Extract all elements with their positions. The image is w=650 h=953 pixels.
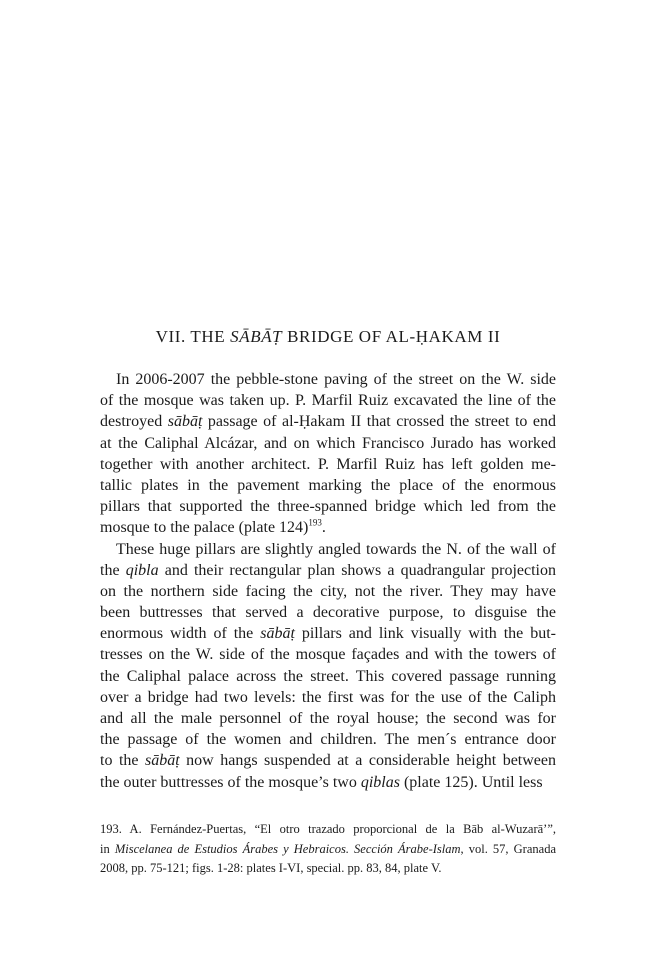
- text-line: [100, 602, 556, 623]
- text-run: the: [100, 561, 126, 579]
- text-line: [100, 687, 556, 708]
- italic-term: sābāṭ: [167, 413, 203, 431]
- text-run: tallic plates in the pavement marking the place of the enormous: [100, 476, 556, 494]
- chapter-title-prefix: VII. THE: [155, 327, 231, 346]
- text-run: mosque to the palace (plate 124): [100, 519, 309, 537]
- text-run: and all the male personnel of the royal house; the second was for: [100, 710, 556, 727]
- text-line: [100, 369, 556, 390]
- text-line: [100, 454, 556, 475]
- text-run: in: [100, 841, 115, 856]
- text-line: [100, 772, 556, 793]
- text-line: [100, 750, 556, 771]
- text-line: [100, 496, 556, 517]
- footnote: [100, 820, 556, 879]
- text-run: tresses on the W. side of the mosque façades and with the towers of: [100, 646, 556, 664]
- text-run: 2008, pp. 75-121; figs. 1-28: plates I-VI, special. pp. 83, 84, plate V.: [100, 861, 442, 875]
- text-run: and their rectangular plan shows a quadrangular projection: [158, 561, 556, 579]
- text-run: together with another architect. P. Marfil Ruiz has left golden me-: [100, 455, 556, 473]
- text-line: [100, 666, 556, 687]
- text-line: [100, 820, 556, 840]
- text-run: destroyed: [100, 413, 168, 431]
- text-run: been buttresses that served a decorative purpose, to disguise the: [100, 604, 556, 622]
- text-run: 193. A. Fernández-Puertas, “El otro trazado proporcional de la Bāb al-Wuzarā’”,: [100, 822, 556, 836]
- text-run: In 2006-2007 the pebble-stone paving of the street on the W. side: [116, 371, 556, 388]
- text-line: [100, 560, 556, 581]
- chapter-title-italic: SĀBĀṬ: [230, 327, 283, 346]
- text-run: These huge pillars are slightly angled towards the N. of the wall of: [116, 540, 556, 558]
- text-line: [100, 517, 556, 538]
- text-run: to the: [100, 752, 145, 770]
- text-run: passage of al-Ḥakam II that crossed the street to end: [202, 413, 557, 431]
- text-run: the Caliphal palace across the street. This covered passage running: [100, 667, 556, 685]
- text-run: pillars and link visually with the but-: [294, 625, 556, 643]
- italic-term: Miscelanea de Estudios Árabes y Hebraicos. Sección Árabe-Islam: [114, 841, 461, 856]
- text-run: enormous width of the: [100, 625, 261, 643]
- text-line: [100, 859, 556, 879]
- italic-term: qiblas: [360, 773, 400, 791]
- text-line: [100, 708, 556, 729]
- text-run: of the mosque was taken up. P. Marfil Ruiz excavated the line of the: [100, 392, 556, 410]
- text-run: , vol. 57, Granada: [460, 841, 556, 856]
- text-run: on the northern side facing the city, not the river. They may have: [100, 582, 556, 600]
- text-run: the outer buttresses of the mosque’s two: [100, 773, 361, 791]
- text-line: [100, 433, 556, 454]
- text-run: the passage of the women and children. The men´s entrance door: [100, 731, 556, 749]
- text-run: now hangs suspended at a considerable height between: [179, 752, 556, 770]
- body-text: [100, 369, 556, 793]
- text-run: (plate 125). Until less: [399, 773, 543, 791]
- text-line: [100, 729, 556, 750]
- text-run: at the Caliphal Alcázar, and on which Francisco Jurado has worked: [100, 434, 556, 452]
- chapter-title: [100, 326, 556, 348]
- text-run: over a bridge had two levels: the first was for the use of the Caliph: [100, 688, 556, 706]
- text-run: pillars that supported the three-spanned bridge which led from the: [100, 498, 556, 516]
- italic-term: sābāṭ: [145, 752, 180, 770]
- text-line: [100, 581, 556, 602]
- text-line: [100, 390, 556, 411]
- text-line: [100, 623, 556, 644]
- text-line: [100, 411, 556, 432]
- text-line: [100, 644, 556, 665]
- text-line: [100, 539, 556, 560]
- italic-term: sābāṭ: [260, 625, 295, 643]
- text-line: [100, 840, 556, 860]
- footnote-reference: 193: [308, 517, 322, 528]
- chapter-title-suffix: BRIDGE OF AL-ḤAKAM II: [282, 327, 501, 346]
- text-run: .: [321, 519, 326, 537]
- italic-term: qibla: [125, 561, 159, 579]
- text-line: [100, 475, 556, 496]
